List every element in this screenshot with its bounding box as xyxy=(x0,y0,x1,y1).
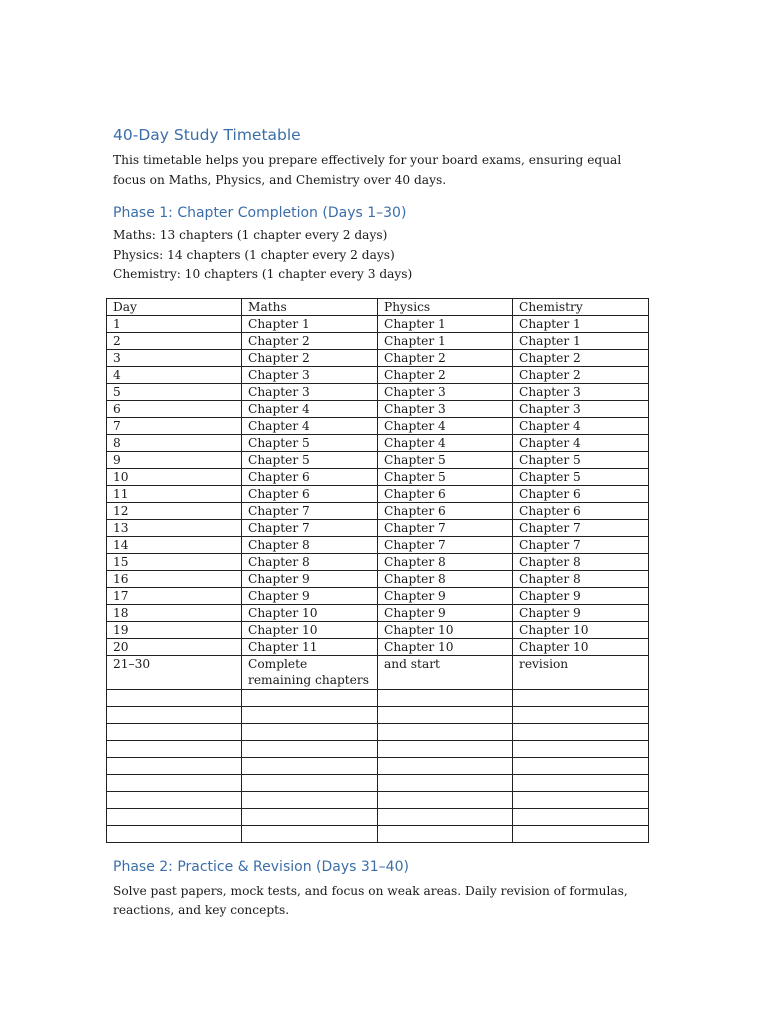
table-row xyxy=(107,502,649,519)
physics-chapter-line: Physics: 14 chapters (1 chapter every 2 days) xyxy=(113,247,395,262)
header-day: Day xyxy=(107,298,242,315)
day-cell: 11 xyxy=(107,485,242,502)
maths-cell: Chapter 2 xyxy=(242,349,378,366)
maths-cell: Chapter 10 xyxy=(242,621,378,638)
maths-cell: Chapter 9 xyxy=(242,570,378,587)
maths-cell: Chapter 10 xyxy=(242,604,378,621)
maths-cell xyxy=(242,689,378,706)
table-row xyxy=(107,434,649,451)
timetable-table xyxy=(106,298,649,843)
chemistry-cell: Chapter 9 xyxy=(513,604,649,621)
day-cell: 5 xyxy=(107,383,242,400)
maths-cell: Chapter 8 xyxy=(242,536,378,553)
physics-cell xyxy=(378,757,513,774)
physics-cell xyxy=(378,740,513,757)
day-cell: 14 xyxy=(107,536,242,553)
table-row xyxy=(107,553,649,570)
phase2-heading: Phase 2: Practice & Revision (Days 31–40) xyxy=(113,858,409,875)
chemistry-cell: Chapter 8 xyxy=(513,553,649,570)
chemistry-cell xyxy=(513,757,649,774)
table-row xyxy=(107,366,649,383)
physics-cell: Chapter 8 xyxy=(378,570,513,587)
day-cell xyxy=(107,791,242,808)
maths-cell xyxy=(242,774,378,791)
physics-cell: Chapter 2 xyxy=(378,349,513,366)
table-row xyxy=(107,791,649,808)
physics-cell: Chapter 6 xyxy=(378,485,513,502)
phase2-paragraph: Solve past papers, mock tests, and focus on weak areas. Daily revision of formulas, reactions, and key concepts. xyxy=(113,883,628,917)
physics-cell: Chapter 6 xyxy=(378,502,513,519)
physics-cell: Chapter 7 xyxy=(378,536,513,553)
chemistry-cell: Chapter 10 xyxy=(513,638,649,655)
maths-cell: Chapter 2 xyxy=(242,332,378,349)
physics-cell xyxy=(378,791,513,808)
chapter-summary xyxy=(113,226,653,285)
day-cell: 15 xyxy=(107,553,242,570)
table-row xyxy=(107,621,649,638)
table-row xyxy=(107,468,649,485)
phase1-heading: Phase 1: Chapter Completion (Days 1–30) xyxy=(113,205,407,221)
chemistry-cell xyxy=(513,689,649,706)
day-cell xyxy=(107,723,242,740)
maths-cell xyxy=(242,706,378,723)
chemistry-cell xyxy=(513,706,649,723)
physics-cell: Chapter 3 xyxy=(378,383,513,400)
table-row xyxy=(107,757,649,774)
physics-cell: Chapter 3 xyxy=(378,400,513,417)
maths-cell xyxy=(242,757,378,774)
physics-cell xyxy=(378,706,513,723)
maths-cell xyxy=(242,740,378,757)
chemistry-cell xyxy=(513,808,649,825)
maths-cell: Chapter 4 xyxy=(242,417,378,434)
table-row xyxy=(107,570,649,587)
chemistry-cell: Chapter 1 xyxy=(513,315,649,332)
table-row xyxy=(107,485,649,502)
table-row xyxy=(107,400,649,417)
day-cell: 17 xyxy=(107,587,242,604)
chemistry-cell: revision xyxy=(513,655,649,689)
chemistry-cell: Chapter 3 xyxy=(513,383,649,400)
chemistry-cell: Chapter 6 xyxy=(513,485,649,502)
table-row xyxy=(107,825,649,842)
day-cell: 21–30 xyxy=(107,655,242,689)
physics-cell xyxy=(378,825,513,842)
table-row xyxy=(107,315,649,332)
table-row xyxy=(107,655,649,689)
header-physics: Physics xyxy=(378,298,513,315)
day-cell: 16 xyxy=(107,570,242,587)
header-chemistry: Chemistry xyxy=(513,298,649,315)
maths-cell: Chapter 5 xyxy=(242,434,378,451)
table-row xyxy=(107,349,649,366)
chemistry-cell: Chapter 1 xyxy=(513,332,649,349)
chemistry-cell xyxy=(513,740,649,757)
physics-cell: Chapter 5 xyxy=(378,451,513,468)
document-page xyxy=(113,124,653,921)
table-row xyxy=(107,332,649,349)
maths-cell: Chapter 3 xyxy=(242,383,378,400)
header-maths: Maths xyxy=(242,298,378,315)
chemistry-cell: Chapter 5 xyxy=(513,468,649,485)
maths-cell: Chapter 1 xyxy=(242,315,378,332)
chemistry-cell: Chapter 5 xyxy=(513,451,649,468)
table-row xyxy=(107,638,649,655)
physics-cell: Chapter 4 xyxy=(378,417,513,434)
physics-cell: and start xyxy=(378,655,513,689)
day-cell: 8 xyxy=(107,434,242,451)
table-row xyxy=(107,451,649,468)
physics-cell xyxy=(378,808,513,825)
table-row xyxy=(107,587,649,604)
day-cell: 12 xyxy=(107,502,242,519)
maths-cell: Complete remaining chapters xyxy=(242,655,378,689)
physics-cell: Chapter 1 xyxy=(378,332,513,349)
maths-cell: Chapter 6 xyxy=(242,485,378,502)
physics-cell: Chapter 1 xyxy=(378,315,513,332)
chemistry-cell xyxy=(513,774,649,791)
maths-cell: Chapter 3 xyxy=(242,366,378,383)
physics-cell: Chapter 9 xyxy=(378,587,513,604)
maths-chapter-line: Maths: 13 chapters (1 chapter every 2 days) xyxy=(113,228,388,242)
physics-cell: Chapter 9 xyxy=(378,604,513,621)
physics-cell: Chapter 8 xyxy=(378,553,513,570)
day-cell: 20 xyxy=(107,638,242,655)
chemistry-cell: Chapter 2 xyxy=(513,366,649,383)
table-row xyxy=(107,383,649,400)
physics-cell xyxy=(378,774,513,791)
day-cell xyxy=(107,757,242,774)
day-cell: 13 xyxy=(107,519,242,536)
chemistry-cell: Chapter 8 xyxy=(513,570,649,587)
table-row xyxy=(107,740,649,757)
physics-cell: Chapter 2 xyxy=(378,366,513,383)
chemistry-cell: Chapter 7 xyxy=(513,519,649,536)
physics-cell xyxy=(378,689,513,706)
day-cell xyxy=(107,808,242,825)
document-title: 40-Day Study Timetable xyxy=(113,126,301,144)
physics-cell: Chapter 7 xyxy=(378,519,513,536)
day-cell xyxy=(107,774,242,791)
physics-cell: Chapter 10 xyxy=(378,638,513,655)
maths-cell: Chapter 6 xyxy=(242,468,378,485)
chemistry-cell: Chapter 10 xyxy=(513,621,649,638)
day-cell: 7 xyxy=(107,417,242,434)
table-row xyxy=(107,417,649,434)
maths-cell xyxy=(242,723,378,740)
table-row xyxy=(107,536,649,553)
day-cell: 18 xyxy=(107,604,242,621)
day-cell: 1 xyxy=(107,315,242,332)
table-row xyxy=(107,774,649,791)
maths-cell: Chapter 9 xyxy=(242,587,378,604)
day-cell: 4 xyxy=(107,366,242,383)
day-cell: 6 xyxy=(107,400,242,417)
day-cell: 10 xyxy=(107,468,242,485)
day-cell xyxy=(107,706,242,723)
physics-cell xyxy=(378,723,513,740)
table-row xyxy=(107,723,649,740)
table-row xyxy=(107,519,649,536)
day-cell: 19 xyxy=(107,621,242,638)
chemistry-cell xyxy=(513,791,649,808)
physics-cell: Chapter 4 xyxy=(378,434,513,451)
table-row xyxy=(107,706,649,723)
day-cell: 9 xyxy=(107,451,242,468)
maths-cell: Chapter 4 xyxy=(242,400,378,417)
maths-cell xyxy=(242,825,378,842)
day-cell xyxy=(107,689,242,706)
day-cell xyxy=(107,825,242,842)
maths-cell xyxy=(242,808,378,825)
chemistry-cell: Chapter 4 xyxy=(513,417,649,434)
maths-cell: Chapter 5 xyxy=(242,451,378,468)
maths-cell: Chapter 11 xyxy=(242,638,378,655)
chemistry-cell: Chapter 9 xyxy=(513,587,649,604)
maths-cell xyxy=(242,791,378,808)
day-cell: 3 xyxy=(107,349,242,366)
chemistry-cell xyxy=(513,723,649,740)
physics-cell: Chapter 5 xyxy=(378,468,513,485)
table-header-row xyxy=(107,298,649,315)
chemistry-cell: Chapter 2 xyxy=(513,349,649,366)
day-cell xyxy=(107,740,242,757)
physics-cell: Chapter 10 xyxy=(378,621,513,638)
table-row xyxy=(107,808,649,825)
table-row xyxy=(107,689,649,706)
chemistry-cell: Chapter 3 xyxy=(513,400,649,417)
maths-cell: Chapter 8 xyxy=(242,553,378,570)
chemistry-chapter-line: Chemistry: 10 chapters (1 chapter every 3 days) xyxy=(113,267,413,281)
day-cell: 2 xyxy=(107,332,242,349)
chemistry-cell: Chapter 4 xyxy=(513,434,649,451)
table-row xyxy=(107,604,649,621)
maths-cell: Chapter 7 xyxy=(242,519,378,536)
intro-paragraph: This timetable helps you prepare effectively for your board exams, ensuring equal focus on Maths, Physics, and Chemistry over 40 days. xyxy=(113,153,622,187)
maths-cell: Chapter 7 xyxy=(242,502,378,519)
chemistry-cell: Chapter 6 xyxy=(513,502,649,519)
chemistry-cell xyxy=(513,825,649,842)
chemistry-cell: Chapter 7 xyxy=(513,536,649,553)
